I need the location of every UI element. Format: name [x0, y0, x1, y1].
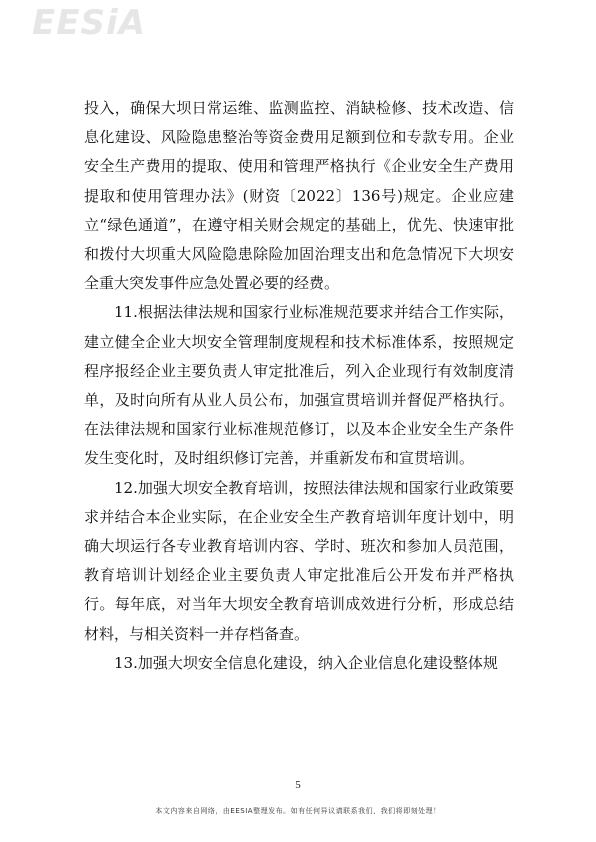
- paragraph-item-12: 12.加强大坝安全教育培训，按照法律法规和国家行业政策要求并结合本企业实际，在企业安全生产教育培训年度计划中，明确大坝运行各专业教育培训内容、学时、班次和参加人员范围，教育培训计划经企业主要负责人审定批准后公开发布并严格执行。每年底，对当年大坝安全教育培训成效进行分析，形成总结材料，与相关资料一并存档备查。: [84, 478, 514, 643]
- eesia-logo: EESiA: [32, 3, 146, 43]
- paragraph-continuation: 投入，确保大坝日常运维、监测监控、消缺检修、技术改造、信息化建设、风险隐患整治等资金费用足额到位和专款专用。企业安全生产费用的提取、使用和管理严格执行《企业安全生产费用提取和使用管理办法》(财资〔2022〕136号)规定。企业应建立“绿色通道”，在遵守相关财会规定的基础上，优先、快速审批和拨付大坝重大风险隐患除险加固治理支出和危急情况下大坝安全重大突发事件应急处置必要的经费。: [84, 99, 514, 293]
- document-body: [84, 94, 514, 678]
- footer-notice: 本文内容来自网络，由EESIA整理发布。如有任何异议请联系我们，我们将即刻处理！: [155, 807, 441, 815]
- paragraph-item-13: 13.加强大坝安全信息化建设，纳入企业信息化建设整体规: [114, 653, 498, 672]
- page-number: 5: [295, 779, 301, 791]
- paragraph-item-11: 11.根据法律法规和国家行业标准规范要求并结合工作实际，建立健全企业大坝安全管理制度规程和技术标准体系，按照规定程序报经企业主要负责人审定批准后，列入企业现行有效制度清单，及时向所有从业人员公布，加强宣贯培训并督促严格执行。在法律法规和国家行业标准规范修订，以及本企业安全生产条件发生变化时，及时组织修订完善，并重新发布和宣贯培训。: [84, 303, 514, 468]
